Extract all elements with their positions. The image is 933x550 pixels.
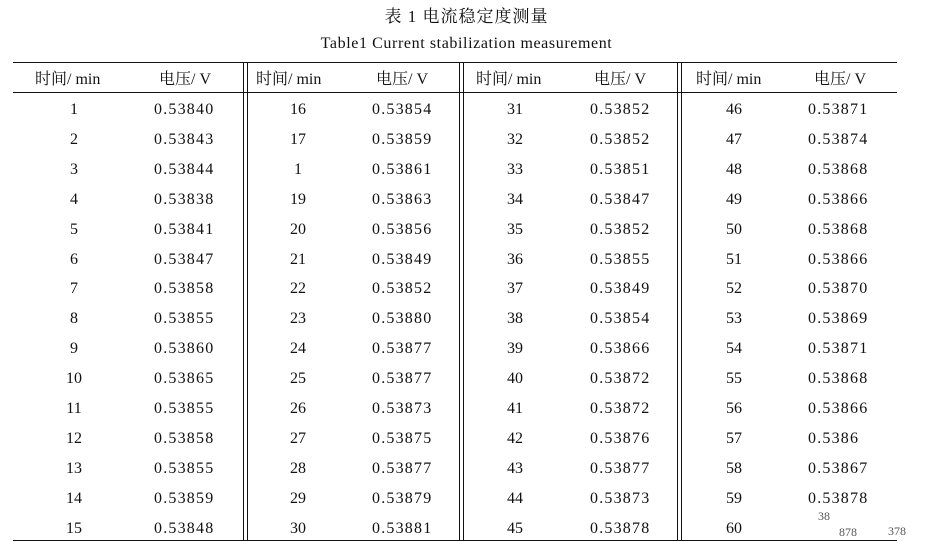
cell-voltage: 0.53868 bbox=[808, 220, 869, 238]
cell-minute: 58 bbox=[726, 459, 742, 477]
cell-minute: 5 bbox=[70, 220, 78, 238]
cell-voltage: 0.53878 bbox=[808, 489, 869, 507]
cell-minute: 41 bbox=[507, 400, 523, 417]
header-time: 时间/ min bbox=[35, 71, 101, 88]
cell-voltage: 0.53865 bbox=[154, 370, 215, 388]
cell-voltage: 0.53869 bbox=[808, 310, 869, 328]
cell-minute: 43 bbox=[507, 459, 523, 477]
cell-voltage: 0.53873 bbox=[590, 489, 651, 507]
cell-voltage: 0.53840 bbox=[154, 101, 215, 118]
cell-minute: 44 bbox=[507, 489, 523, 507]
cell-minute: 47 bbox=[726, 130, 742, 148]
cell-minute: 48 bbox=[726, 160, 742, 178]
cell-minute: 21 bbox=[290, 250, 306, 268]
cell-minute: 33 bbox=[507, 160, 523, 178]
cell-voltage: 0.53852 bbox=[372, 280, 433, 298]
cell-minute: 24 bbox=[290, 340, 306, 358]
header-time: 时间/ min bbox=[696, 71, 762, 88]
group-separator bbox=[677, 62, 682, 541]
cell-minute: 14 bbox=[66, 489, 82, 507]
cell-voltage: 0.53870 bbox=[808, 280, 869, 298]
header-time: 时间/ min bbox=[476, 71, 542, 88]
cell-voltage: 0.53849 bbox=[372, 250, 433, 268]
cell-minute: 30 bbox=[290, 519, 306, 537]
cell-voltage: 0.53878 bbox=[590, 519, 651, 537]
cell-voltage: 0.53838 bbox=[154, 190, 215, 208]
cell-minute: 32 bbox=[507, 130, 523, 148]
cell-voltage: 0.53866 bbox=[808, 250, 869, 268]
cell-minute: 20 bbox=[290, 220, 306, 238]
cell-minute: 17 bbox=[290, 130, 306, 148]
cell-voltage: 0.53860 bbox=[154, 340, 215, 358]
cell-voltage: 0.53879 bbox=[372, 489, 433, 507]
cell-voltage: 0.53855 bbox=[154, 310, 215, 328]
cell-voltage: 0.53875 bbox=[372, 429, 433, 447]
cell-voltage: 0.53871 bbox=[808, 340, 869, 358]
cell-minute: 23 bbox=[290, 310, 306, 328]
cell-voltage: 0.53859 bbox=[154, 489, 215, 507]
watermark-fragment: 878 bbox=[839, 525, 857, 539]
cell-minute: 53 bbox=[726, 310, 742, 328]
cell-minute: 56 bbox=[726, 400, 742, 417]
cell-voltage: 0.53866 bbox=[808, 400, 869, 417]
cell-voltage: 0.53859 bbox=[372, 130, 433, 148]
cell-voltage: 0.53844 bbox=[154, 160, 215, 178]
watermark-fragment: 38 bbox=[818, 509, 830, 523]
cell-minute: 1 bbox=[294, 160, 302, 178]
cell-voltage: 0.53872 bbox=[590, 400, 651, 417]
cell-voltage: 0.53877 bbox=[372, 340, 433, 358]
cell-minute: 36 bbox=[507, 250, 523, 268]
cell-minute: 25 bbox=[290, 370, 306, 388]
cell-voltage: 0.53852 bbox=[590, 101, 651, 118]
cell-minute: 55 bbox=[726, 370, 742, 388]
header-voltage: 电压/ V bbox=[594, 71, 647, 88]
cell-minute: 57 bbox=[726, 429, 742, 447]
cell-minute: 34 bbox=[507, 190, 523, 208]
cell-minute: 39 bbox=[507, 340, 523, 358]
cell-voltage: 0.5386 bbox=[808, 429, 860, 447]
cell-voltage: 0.53855 bbox=[154, 459, 215, 477]
cell-minute: 49 bbox=[726, 190, 742, 208]
cell-minute: 7 bbox=[70, 280, 78, 298]
cell-minute: 3 bbox=[70, 160, 78, 178]
cell-voltage: 0.53877 bbox=[590, 459, 651, 477]
table-caption-cn: 表 1 电流稳定度测量 bbox=[384, 7, 549, 26]
cell-minute: 4 bbox=[70, 190, 78, 208]
cell-minute: 15 bbox=[66, 519, 82, 537]
cell-voltage: 0.53881 bbox=[372, 519, 433, 537]
cell-minute: 45 bbox=[507, 519, 523, 537]
cell-voltage: 0.53872 bbox=[590, 370, 651, 388]
cell-voltage: 0.53873 bbox=[372, 400, 433, 417]
cell-minute: 52 bbox=[726, 280, 742, 298]
cell-voltage: 0.53858 bbox=[154, 280, 215, 298]
cell-voltage: 0.53868 bbox=[808, 160, 869, 178]
bottom-rule bbox=[13, 540, 897, 541]
cell-voltage: 0.53848 bbox=[154, 519, 215, 537]
cell-voltage: 0.53868 bbox=[808, 370, 869, 388]
cell-minute: 50 bbox=[726, 220, 742, 238]
cell-minute: 26 bbox=[290, 400, 306, 417]
group-separator bbox=[243, 62, 248, 541]
cell-voltage: 0.53851 bbox=[590, 160, 651, 178]
cell-minute: 29 bbox=[290, 489, 306, 507]
cell-voltage: 0.53877 bbox=[372, 459, 433, 477]
cell-voltage: 0.53861 bbox=[372, 160, 433, 178]
cell-minute: 1 bbox=[70, 101, 78, 118]
header-time: 时间/ min bbox=[256, 71, 322, 88]
cell-voltage: 0.53856 bbox=[372, 220, 433, 238]
cell-minute: 54 bbox=[726, 340, 742, 358]
cell-voltage: 0.53843 bbox=[154, 130, 215, 148]
cell-voltage: 0.53854 bbox=[372, 101, 433, 118]
header-voltage: 电压/ V bbox=[814, 71, 867, 88]
cell-minute: 27 bbox=[290, 429, 306, 447]
cell-voltage: 0.53880 bbox=[372, 310, 433, 328]
header-voltage: 电压/ V bbox=[159, 71, 212, 88]
cell-voltage: 0.53847 bbox=[590, 190, 651, 208]
cell-voltage: 0.53874 bbox=[808, 130, 869, 148]
cell-minute: 9 bbox=[70, 340, 78, 358]
cell-voltage: 0.53877 bbox=[372, 370, 433, 388]
cell-minute: 6 bbox=[70, 250, 78, 268]
cell-voltage: 0.53849 bbox=[590, 280, 651, 298]
cell-minute: 8 bbox=[70, 310, 78, 328]
cell-minute: 22 bbox=[290, 280, 306, 298]
cell-minute: 31 bbox=[507, 101, 523, 118]
cell-minute: 13 bbox=[66, 459, 82, 477]
group-separator bbox=[459, 62, 464, 541]
cell-voltage: 0.53866 bbox=[590, 340, 651, 358]
cell-voltage: 0.53867 bbox=[808, 459, 869, 477]
watermark-fragment: 378 bbox=[888, 524, 906, 538]
cell-minute: 28 bbox=[290, 459, 306, 477]
cell-minute: 11 bbox=[66, 400, 82, 417]
cell-voltage: 0.53852 bbox=[590, 220, 651, 238]
header-voltage: 电压/ V bbox=[376, 71, 429, 88]
table-caption-en: Table1 Current stabilization measurement bbox=[320, 35, 613, 52]
cell-minute: 10 bbox=[66, 370, 82, 388]
cell-voltage: 0.53854 bbox=[590, 310, 651, 328]
cell-minute: 2 bbox=[70, 130, 78, 148]
top-rule bbox=[13, 62, 897, 63]
cell-minute: 40 bbox=[507, 370, 523, 388]
cell-minute: 46 bbox=[726, 101, 742, 118]
cell-voltage: 0.53876 bbox=[590, 429, 651, 447]
cell-voltage: 0.53847 bbox=[154, 250, 215, 268]
cell-minute: 38 bbox=[507, 310, 523, 328]
cell-minute: 19 bbox=[290, 190, 306, 208]
cell-minute: 12 bbox=[66, 429, 82, 447]
cell-minute: 51 bbox=[726, 250, 742, 268]
cell-minute: 42 bbox=[507, 429, 523, 447]
cell-voltage: 0.53855 bbox=[590, 250, 651, 268]
cell-voltage: 0.53866 bbox=[808, 190, 869, 208]
cell-voltage: 0.53841 bbox=[154, 220, 215, 238]
cell-voltage: 0.53855 bbox=[154, 400, 215, 417]
cell-minute: 59 bbox=[726, 489, 742, 507]
cell-voltage: 0.53858 bbox=[154, 429, 215, 447]
header-rule bbox=[13, 92, 897, 93]
cell-voltage: 0.53871 bbox=[808, 101, 869, 118]
cell-voltage: 0.53852 bbox=[590, 130, 651, 148]
cell-voltage: 0.53863 bbox=[372, 190, 433, 208]
cell-minute: 35 bbox=[507, 220, 523, 238]
cell-minute: 37 bbox=[507, 280, 523, 298]
cell-minute: 16 bbox=[290, 101, 306, 118]
cell-minute: 60 bbox=[726, 519, 742, 537]
